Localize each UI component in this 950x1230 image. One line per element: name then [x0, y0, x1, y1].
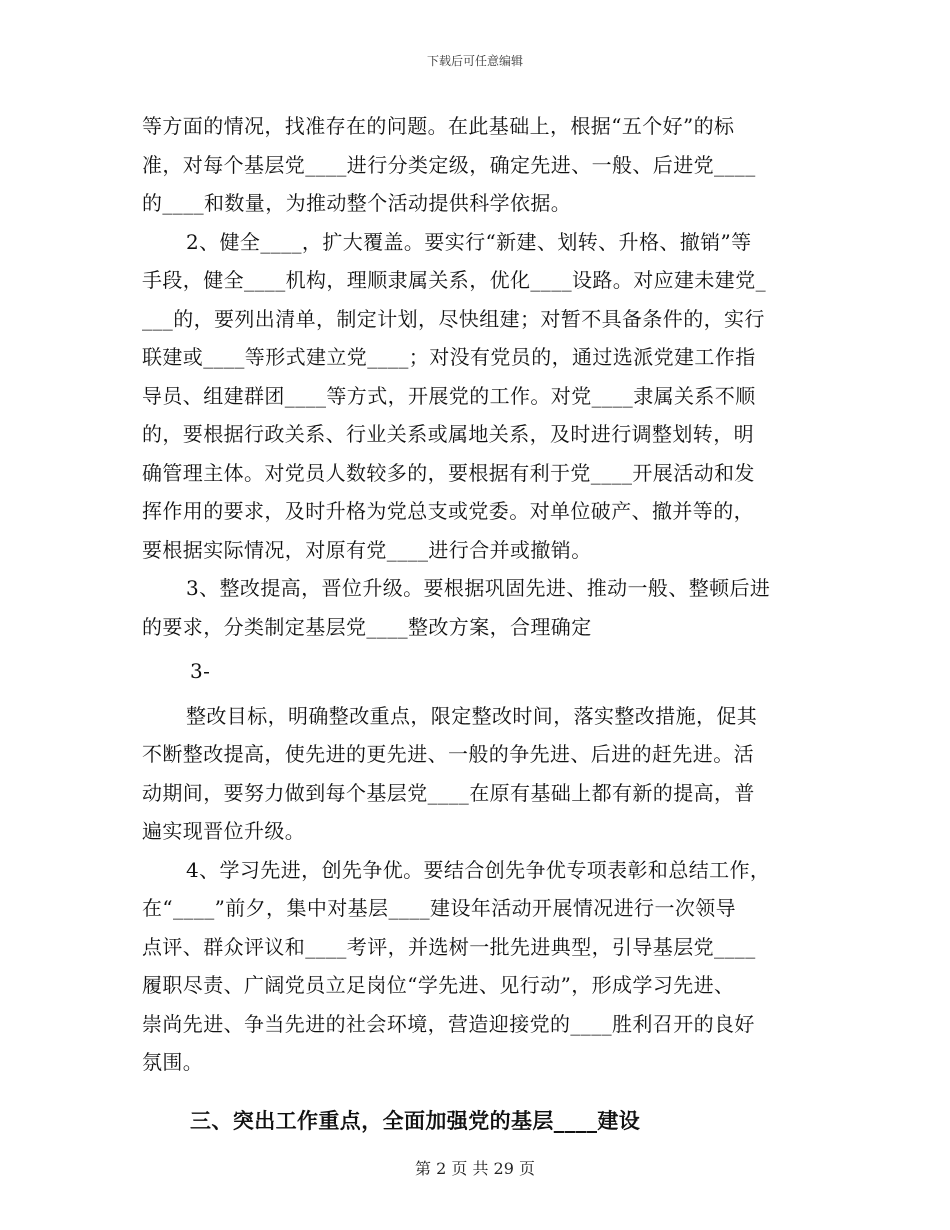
- body-line: 4、学习先进，创先争优。要结合创先争优专项表彰和总结工作，: [186, 857, 771, 882]
- body-line: 不断整改提高，使先进的更先进、一般的争先进、后进的赶先进。活: [142, 742, 754, 766]
- body-line: 导员、组建群团____等方式，开展党的工作。对党____隶属关系不顺: [142, 383, 756, 408]
- body-line: 整改目标，明确整改重点，限定整改时间，落实整改措施，促其: [186, 703, 758, 728]
- body-line: 点评、群众评议和____考评，并选树一批先进典型，引导基层党____: [142, 934, 756, 959]
- body-line: 的____和数量，为推动整个活动提供科学依据。: [142, 191, 572, 215]
- body-line: 3、整改提高，晋位升级。要根据巩固先进、推动一般、整顿后进: [186, 576, 771, 600]
- page-header-note: 下载后可任意编辑: [426, 54, 523, 68]
- document-body: [142, 107, 808, 1140]
- section-heading: 三、突出工作重点，全面加强党的基层____建设: [190, 1107, 641, 1133]
- body-line: 的，要根据行政关系、行业关系或属地关系，及时进行调整划转，明: [142, 422, 754, 446]
- body-line: 2、健全____，扩大覆盖。要实行“新建、划转、升格、撤销”等: [186, 229, 752, 254]
- page-footer-page-info: 第 2 页 共 29 页: [415, 1159, 535, 1178]
- body-line: 准，对每个基层党____进行分类定级，确定先进、一般、后进党____: [142, 152, 756, 177]
- body-line: 的要求，分类制定基层党____整改方案，合理确定: [142, 614, 592, 639]
- body-line: 遍实现晋位升级。: [142, 819, 306, 843]
- body-line: 在“____”前夕，集中对基层____建设年活动开展情况进行一次领导: [142, 896, 737, 920]
- body-line: ___的，要列出清单，制定计划，尽快组建；对暂不具备条件的，实行: [142, 306, 765, 331]
- body-line: 挥作用的要求，及时升格为党总支或党委。对单位破产、撤并等的，: [142, 499, 754, 523]
- body-line: 履职尽责、广阔党员立足岗位“学先进、见行动”，形成学习先进、: [142, 973, 735, 997]
- body-line: 氛围。: [142, 1050, 204, 1074]
- page-break-mark: 3-: [190, 659, 211, 683]
- body-line: 等方面的情况，找准存在的问题。在此基础上，根据“五个好”的标: [142, 114, 735, 138]
- body-line: 要根据实际情况，对原有党____进行合并或撤销。: [142, 537, 592, 562]
- body-line: 确管理主体。对党员人数较多的，要根据有利于党____开展活动和发: [142, 460, 755, 485]
- body-line: 手段，健全____机构，理顺隶属关系，优化____设路。对应建未建党_: [142, 268, 766, 292]
- body-line: 崇尚先进、争当先进的社会环境，营造迎接党的____胜利召开的良好: [142, 1011, 755, 1036]
- body-line: 动期间，要努力做到每个基层党____在原有基础上都有新的提高，普: [142, 780, 755, 805]
- body-line: 联建或____等形式建立党____；对没有党员的，通过选派党建工作指: [142, 345, 756, 369]
